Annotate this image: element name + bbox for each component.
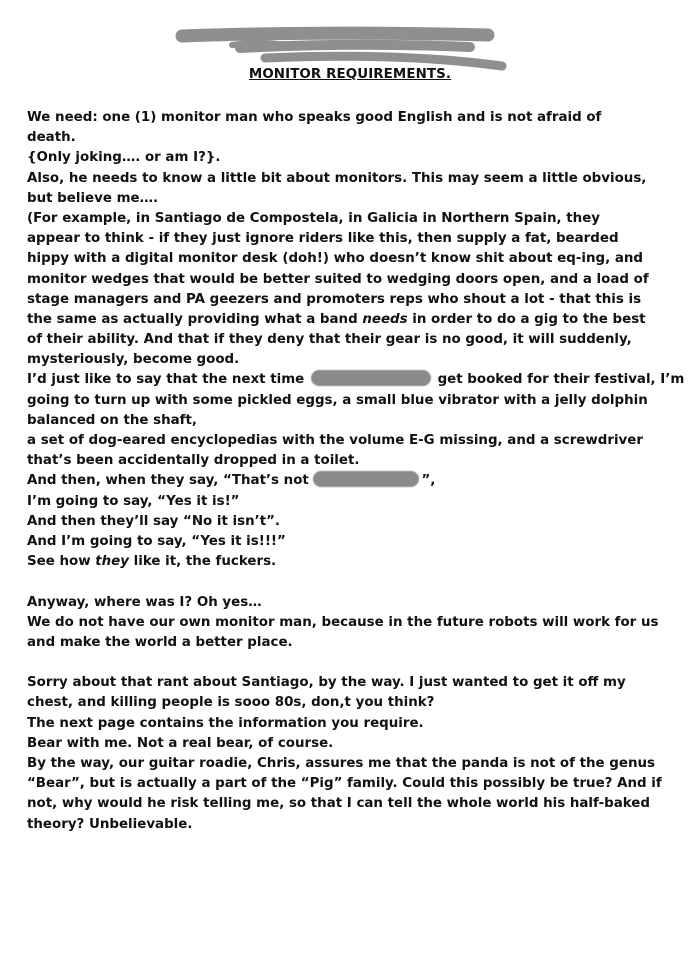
text-segment: like it, the fuckers. (129, 554, 277, 570)
text-line: And then they’ll say “No it isn’t”. (27, 513, 281, 529)
text-line: chest, and killing people is sooo 80s, don,t you think? (27, 695, 435, 711)
text-line (27, 370, 687, 390)
text-line: The next page contains the information you require. (27, 715, 424, 731)
text-line (27, 310, 687, 330)
text-line: (For example, in Santiago de Compostela, in Galicia in Northern Spain, they (27, 210, 601, 226)
text-line: And I’m going to say, “Yes it is!!!” (27, 533, 286, 549)
text-segment: I’d just like to say that the next time (27, 372, 309, 388)
text-line: of their ability. And that if they deny that their gear is no good, it will suddenly, (27, 332, 632, 348)
text-line: death. (27, 130, 76, 146)
text-line: theory? Unbelievable. (27, 816, 193, 832)
text-line: By the way, our guitar roadie, Chris, assures me that the panda is not of the genus (27, 756, 655, 771)
text-segment: See how (27, 554, 96, 570)
text-line: I’m going to say, “Yes it is!” (27, 493, 240, 509)
redacted-band-name (313, 471, 419, 487)
text-line: We do not have our own monitor man, because in the future robots will work for us (27, 614, 659, 630)
text-line: balanced on the shaft, (27, 412, 197, 428)
text-line: Sorry about that rant about Santiago, by the way. I just wanted to get it off my (27, 675, 626, 691)
text-line: but believe me…. (27, 190, 159, 206)
text-line: going to turn up with some pickled eggs, a small blue vibrator with a jelly dolphin (27, 392, 648, 408)
text-segment: ”, (421, 473, 436, 489)
text-line (27, 471, 687, 491)
text-line (27, 552, 687, 572)
text-line: monitor wedges that would be better suited to wedging doors open, and a load of (27, 271, 649, 287)
text-line: not, why would he risk telling me, so that I can tell the whole world his half-baked (27, 796, 650, 812)
document-body (27, 108, 687, 835)
text-segment: in order to do a gig to the best (407, 311, 646, 327)
text-line: that’s been accidentally dropped in a toilet. (27, 453, 360, 469)
text-line: “Bear”, but is actually a part of the “Pig” family. Could this possibly be true? And if (27, 776, 662, 792)
text-segment: the same as actually providing what a band (27, 311, 363, 327)
text-line: appear to think - if they just ignore riders like this, then supply a fat, bearded (27, 231, 619, 247)
text-line: a set of dog-eared encyclopedias with the volume E-G missing, and a screwdriver (27, 433, 643, 448)
page-title: MONITOR REQUIREMENTS. (248, 67, 452, 82)
text-line: stage managers and PA geezers and promoters reps who shout a lot - that this is (27, 291, 642, 307)
text-segment: And then, when they say, “That’s not (27, 473, 314, 489)
redacted-band-name (311, 370, 431, 386)
text-line: Anyway, where was I? Oh yes… (27, 594, 262, 610)
text-line: {Only joking…. or am I?}. (27, 150, 221, 166)
emphasis-text: needs (362, 311, 408, 327)
paragraph-gap (27, 572, 687, 592)
text-line: hippy with a digital monitor desk (doh!) who doesn’t know shit about eq-ing, and (27, 251, 644, 267)
emphasis-text: they (95, 554, 129, 570)
text-line: Also, he needs to know a little bit about monitors. This may seem a little obvious, (27, 170, 647, 186)
text-line: mysteriously, become good. (27, 352, 240, 368)
paragraph-gap (27, 653, 687, 673)
text-segment: get booked for their festival, I’m (432, 372, 685, 388)
text-line: We need: one (1) monitor man who speaks good English and is not afraid of (27, 110, 602, 125)
text-line: Bear with me. Not a real bear, of course. (27, 735, 334, 751)
text-line: and make the world a better place. (27, 634, 293, 650)
